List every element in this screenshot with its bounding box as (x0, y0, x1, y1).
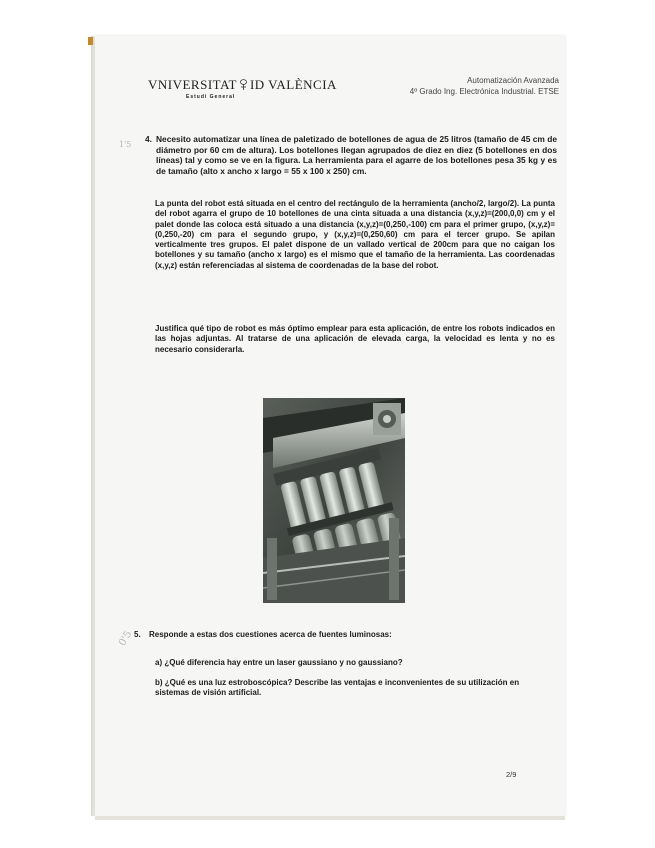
course-title: Automatización Avanzada (467, 76, 559, 85)
question-4 (145, 134, 557, 176)
paper-edge-bottom (95, 816, 565, 820)
question-5-item-b: b) ¿Qué es una luz estroboscópica? Describe las ventajas e inconvenientes de su utilización en sistemas de visión artificial. (155, 678, 520, 698)
university-name-left: VNIVERSITAT (148, 77, 237, 92)
question-5-statement: Responde a estas dos cuestiones acerca de fuentes luminosas: (149, 630, 392, 639)
question-4-paragraph-3: Justifica qué tipo de robot es más óptimo emplear para esta aplicación, de entre los robots indicados en las hojas adjuntas. Al tratarse de una aplicación de elevada carga, la velocidad es lenta y no es necesario considerarla. (155, 324, 555, 354)
university-name-right: ID VALÈNCIA (249, 77, 337, 92)
question-4-statement: Necesito automatizar una línea de paletizado de botellones de agua de 25 litros (tamaño de 45 cm de diámetro por 60 cm de altura). Los botellones llegan agrupados de diez en diez (5 botellones en dos líneas) tal y como se ve en la figura. La herramienta para el agarre de los botellones pesa 35 kg y es de tamaño (alto x ancho x largo = 55 x 100 x 250) cm. (156, 134, 557, 176)
question-4-paragraph-2: La punta del robot está situada en el centro del rectángulo de la herramienta (ancho/2, largo/2). La punta del robot agarra el grupo de 10 botellones de una cinta situada a una distancia (x,y,z)=(200,0,0) cm y el palet donde las coloca está situado a una distancia (x,y,z)=(0,250,-100) cm para el primer grupo, (x,y,z)=(0,250,-20) cm para el segundo grupo, y (x,y,z)=(0,250,60) cm para el tercer grupo. Se apilan verticalmente tres grupos. El palet dispone de un vallado vertical de 200cm para que no caigan los botellones y su tamaño (ancho x largo) es el mismo que el tamaño de la herramienta. Las coordenadas (x,y,z) están referenciadas al sistema de coordenadas de la base del robot. (155, 199, 555, 270)
university-logo (148, 77, 337, 100)
question-4-number: 4. (145, 134, 152, 144)
university-crest-icon (239, 79, 248, 91)
question-5-item-a: a) ¿Qué diferencia hay entre un laser gaussiano y no gaussiano? (155, 658, 403, 667)
bottle-gripper-photo (263, 398, 405, 603)
bottle-gripper-illustration (263, 398, 405, 603)
q4-score-note: 1'5 (119, 140, 132, 149)
binder-tab (88, 37, 93, 45)
page-number: 2/9 (506, 770, 517, 779)
question-5-number: 5. (134, 630, 141, 639)
course-program: 4º Grado Ing. Electrónica Industrial. ETSE (409, 87, 559, 96)
course-header (410, 75, 559, 97)
q5-score-note: 0'5 (117, 629, 135, 648)
university-subtitle: Estudi General (186, 94, 236, 100)
